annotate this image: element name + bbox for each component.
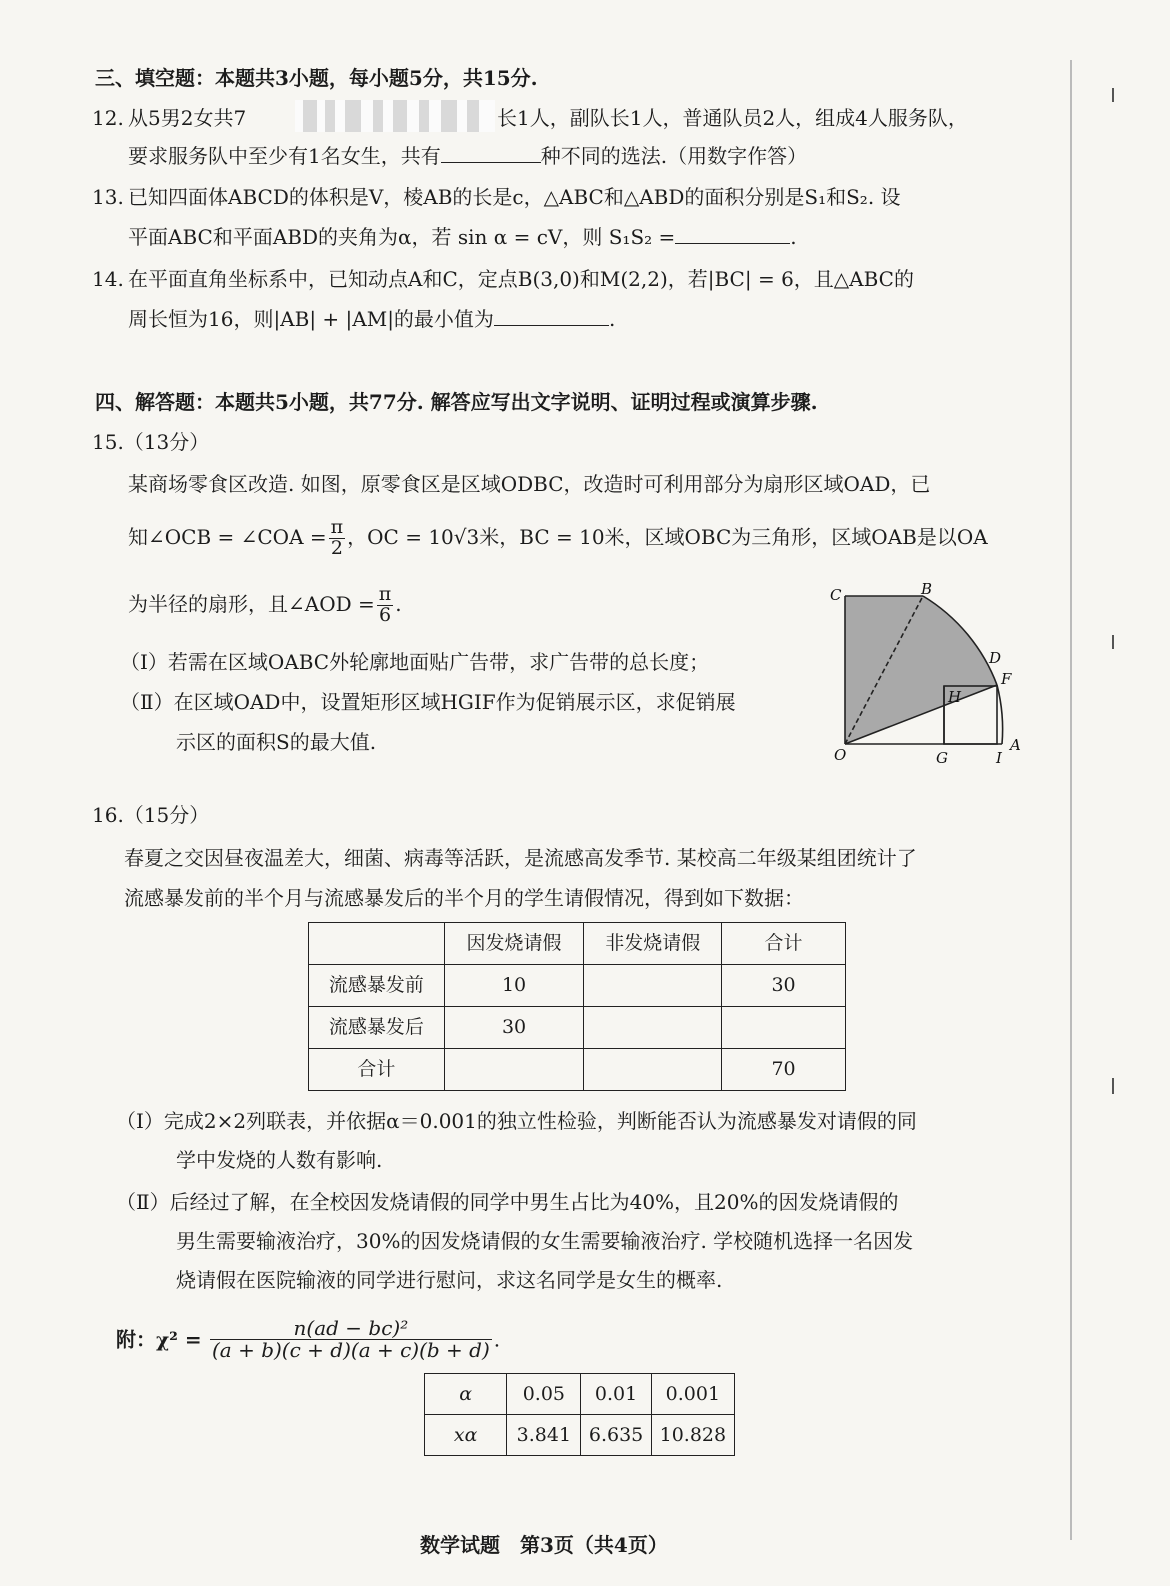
question-13-line2-start: 平面ABC和平面ABD的夹角为α，若 sin α = cV，则 S₁S₂ =: [128, 225, 676, 249]
label-b: B: [921, 580, 933, 598]
table-cell: 30: [444, 1007, 584, 1049]
formula-fraction: $\frac{\text{n(ad − bc)²}}{(a + b)(c + d)(a + c)(b + d)}$: [212, 1316, 490, 1362]
question-16-part1-line2: 学中发烧的人数有影响.: [176, 1148, 383, 1172]
question-13-line1: 已知四面体ABCD的体积是V，棱AB的长是c，△ABC和△ABD的面积分别是S₁和S₂. 设: [128, 185, 901, 209]
redacted-text-area: [295, 100, 495, 132]
label-f: F: [1001, 670, 1012, 688]
question-16-para1: 春夏之交因昼夜温差大，细菌、病毒等活跃，是流感高发季节. 某校高二年级某组团统计了: [124, 846, 917, 870]
question-16-part2-line2: 男生需要输液治疗，30%的因发烧请假的女生需要输液治疗. 学校随机选择一名因发: [176, 1229, 914, 1253]
critical-value-table: [424, 1373, 735, 1456]
table-cell: α: [425, 1374, 507, 1415]
question-16-part1-line1: （Ⅰ）完成2×2列联表，并依据α＝0.001的独立性检验，判断能否认为流感暴发对请假的同: [116, 1109, 917, 1133]
chi-square-formula: 附：χ² = $\frac{\text{n(ad − bc)²}}{(a + b)(c + d)(a + c)(b + d)}$ .: [116, 1316, 501, 1362]
question-16-number: 16.（15分）: [92, 803, 210, 827]
section-3-heading: 三、填空题：本题共3小题，每小题5分，共15分.: [95, 66, 538, 90]
answer-blank-14: [494, 307, 609, 326]
formula-label: 附：χ² =: [116, 1327, 202, 1352]
table-cell: [584, 965, 722, 1007]
question-15-para2: [128, 518, 988, 559]
question-16-para2: 流感暴发前的半个月与流感暴发后的半个月的学生请假情况，得到如下数据：: [124, 886, 804, 910]
fraction-pi-over-6: $\frac{\pi}{6}$: [378, 583, 392, 626]
label-a: A: [1010, 736, 1021, 754]
table-cell: 30: [722, 965, 846, 1007]
page-footer: 数学试题 第3页（共4页）: [420, 1533, 668, 1557]
table-row: [425, 1374, 735, 1415]
table-cell: 0.001: [651, 1374, 734, 1415]
label-o: O: [834, 746, 847, 764]
question-15-para2-end: ，OC = 10√3米，BC = 10米，区域OBC为三角形，区域OAB是以OA: [347, 524, 988, 549]
question-15-part2-line2: 示区的面积S的最大值.: [176, 730, 377, 754]
fraction-pi-over-2: $\frac{\pi}{2}$: [330, 516, 344, 559]
table-cell: 流感暴发后: [309, 1007, 445, 1049]
label-d: D: [989, 649, 1002, 667]
table-row: [309, 1049, 846, 1091]
answer-blank-12: [441, 144, 541, 163]
question-12-number: 12.: [92, 106, 124, 130]
question-15-part2-line1: （Ⅱ）在区域OAD中，设置矩形区域HGIF作为促销展示区，求促销展: [120, 690, 736, 714]
question-13-line2-end: .: [790, 225, 797, 249]
table-cell: 0.05: [507, 1374, 581, 1415]
table-cell: xα: [425, 1415, 507, 1456]
page-fold-line: [1070, 60, 1072, 1540]
margin-mark-top: [1112, 88, 1114, 102]
shaded-region: [845, 596, 997, 744]
table-cell: [722, 1007, 846, 1049]
question-12-line2: [128, 144, 807, 168]
table-cell: 10: [444, 965, 584, 1007]
question-12-line2-start: 要求服务队中至少有1名女生，共有: [128, 144, 441, 168]
table-row: [309, 965, 846, 1007]
question-15-para2-start: 知∠OCB = ∠COA =: [128, 524, 327, 549]
question-14-line2-end: .: [608, 307, 616, 331]
table-cell: [584, 1049, 722, 1091]
contingency-table: [308, 922, 846, 1091]
question-12-line1-start: 从5男2女共7: [128, 106, 247, 130]
table-row: [425, 1415, 735, 1456]
table-cell: 0.01: [581, 1374, 651, 1415]
table-header-cell: 因发烧请假: [444, 923, 584, 965]
arc-da: [997, 685, 1003, 744]
question-15-para1: 某商场零食区改造. 如图，原零食区是区域ODBC，改造时可利用部分为扇形区域OAD，已: [128, 472, 931, 496]
question-15-number: 15.（13分）: [92, 430, 210, 454]
question-14-line1: 在平面直角坐标系中，已知动点A和C，定点B(3,0)和M(2,2)，若|BC| = 6，且△ABC的: [128, 267, 914, 291]
table-cell: 合计: [309, 1049, 445, 1091]
question-12-line2-end: 种不同的选法.（用数字作答）: [540, 144, 808, 168]
margin-mark-middle: [1112, 635, 1114, 649]
table-cell: [584, 1007, 722, 1049]
question-12-line1-end: 长1人，副队长1人，普通队员2人，组成4人服务队，: [497, 106, 968, 130]
label-c: C: [830, 586, 842, 604]
section-4-heading: 四、解答题：本题共5小题，共77分. 解答应写出文字说明、证明过程或演算步骤.: [95, 390, 818, 414]
table-row: [309, 1007, 846, 1049]
table-cell: 6.635: [581, 1415, 651, 1456]
table-header-cell: 非发烧请假: [584, 923, 722, 965]
label-i: I: [996, 749, 1002, 765]
question-14-line2-start: 周长恒为16，则|AB| + |AM|的最小值为: [128, 307, 494, 331]
table-header-row: [309, 923, 846, 965]
question-15-para3: [128, 585, 402, 626]
question-16-part2-line3: 烧请假在医院输液的同学进行慰问，求这名同学是女生的概率.: [176, 1268, 723, 1292]
question-14-number: 14.: [92, 267, 124, 291]
table-cell: 流感暴发前: [309, 965, 445, 1007]
table-header-cell: [309, 923, 445, 965]
table-cell: [444, 1049, 584, 1091]
table-header-cell: 合计: [722, 923, 846, 965]
label-h: H: [948, 688, 962, 706]
question-13-number: 13.: [92, 185, 124, 209]
question-15-part1: （Ⅰ）若需在区域OABC外轮廓地面贴广告带，求广告带的总长度；: [120, 650, 710, 674]
label-g: G: [936, 749, 948, 765]
table-cell: 3.841: [507, 1415, 581, 1456]
sector-diagram: [820, 580, 1035, 765]
question-15-para3-start: 为半径的扇形，且∠AOD =: [128, 591, 375, 616]
answer-blank-13: [675, 225, 790, 244]
table-cell: 70: [722, 1049, 846, 1091]
margin-mark-bottom: [1112, 1078, 1114, 1094]
question-16-part2-line1: （Ⅱ）后经过了解，在全校因发烧请假的同学中男生占比为40%，且20%的因发烧请假的: [116, 1190, 899, 1214]
table-cell: 10.828: [651, 1415, 734, 1456]
question-15-para3-end: .: [395, 591, 402, 616]
